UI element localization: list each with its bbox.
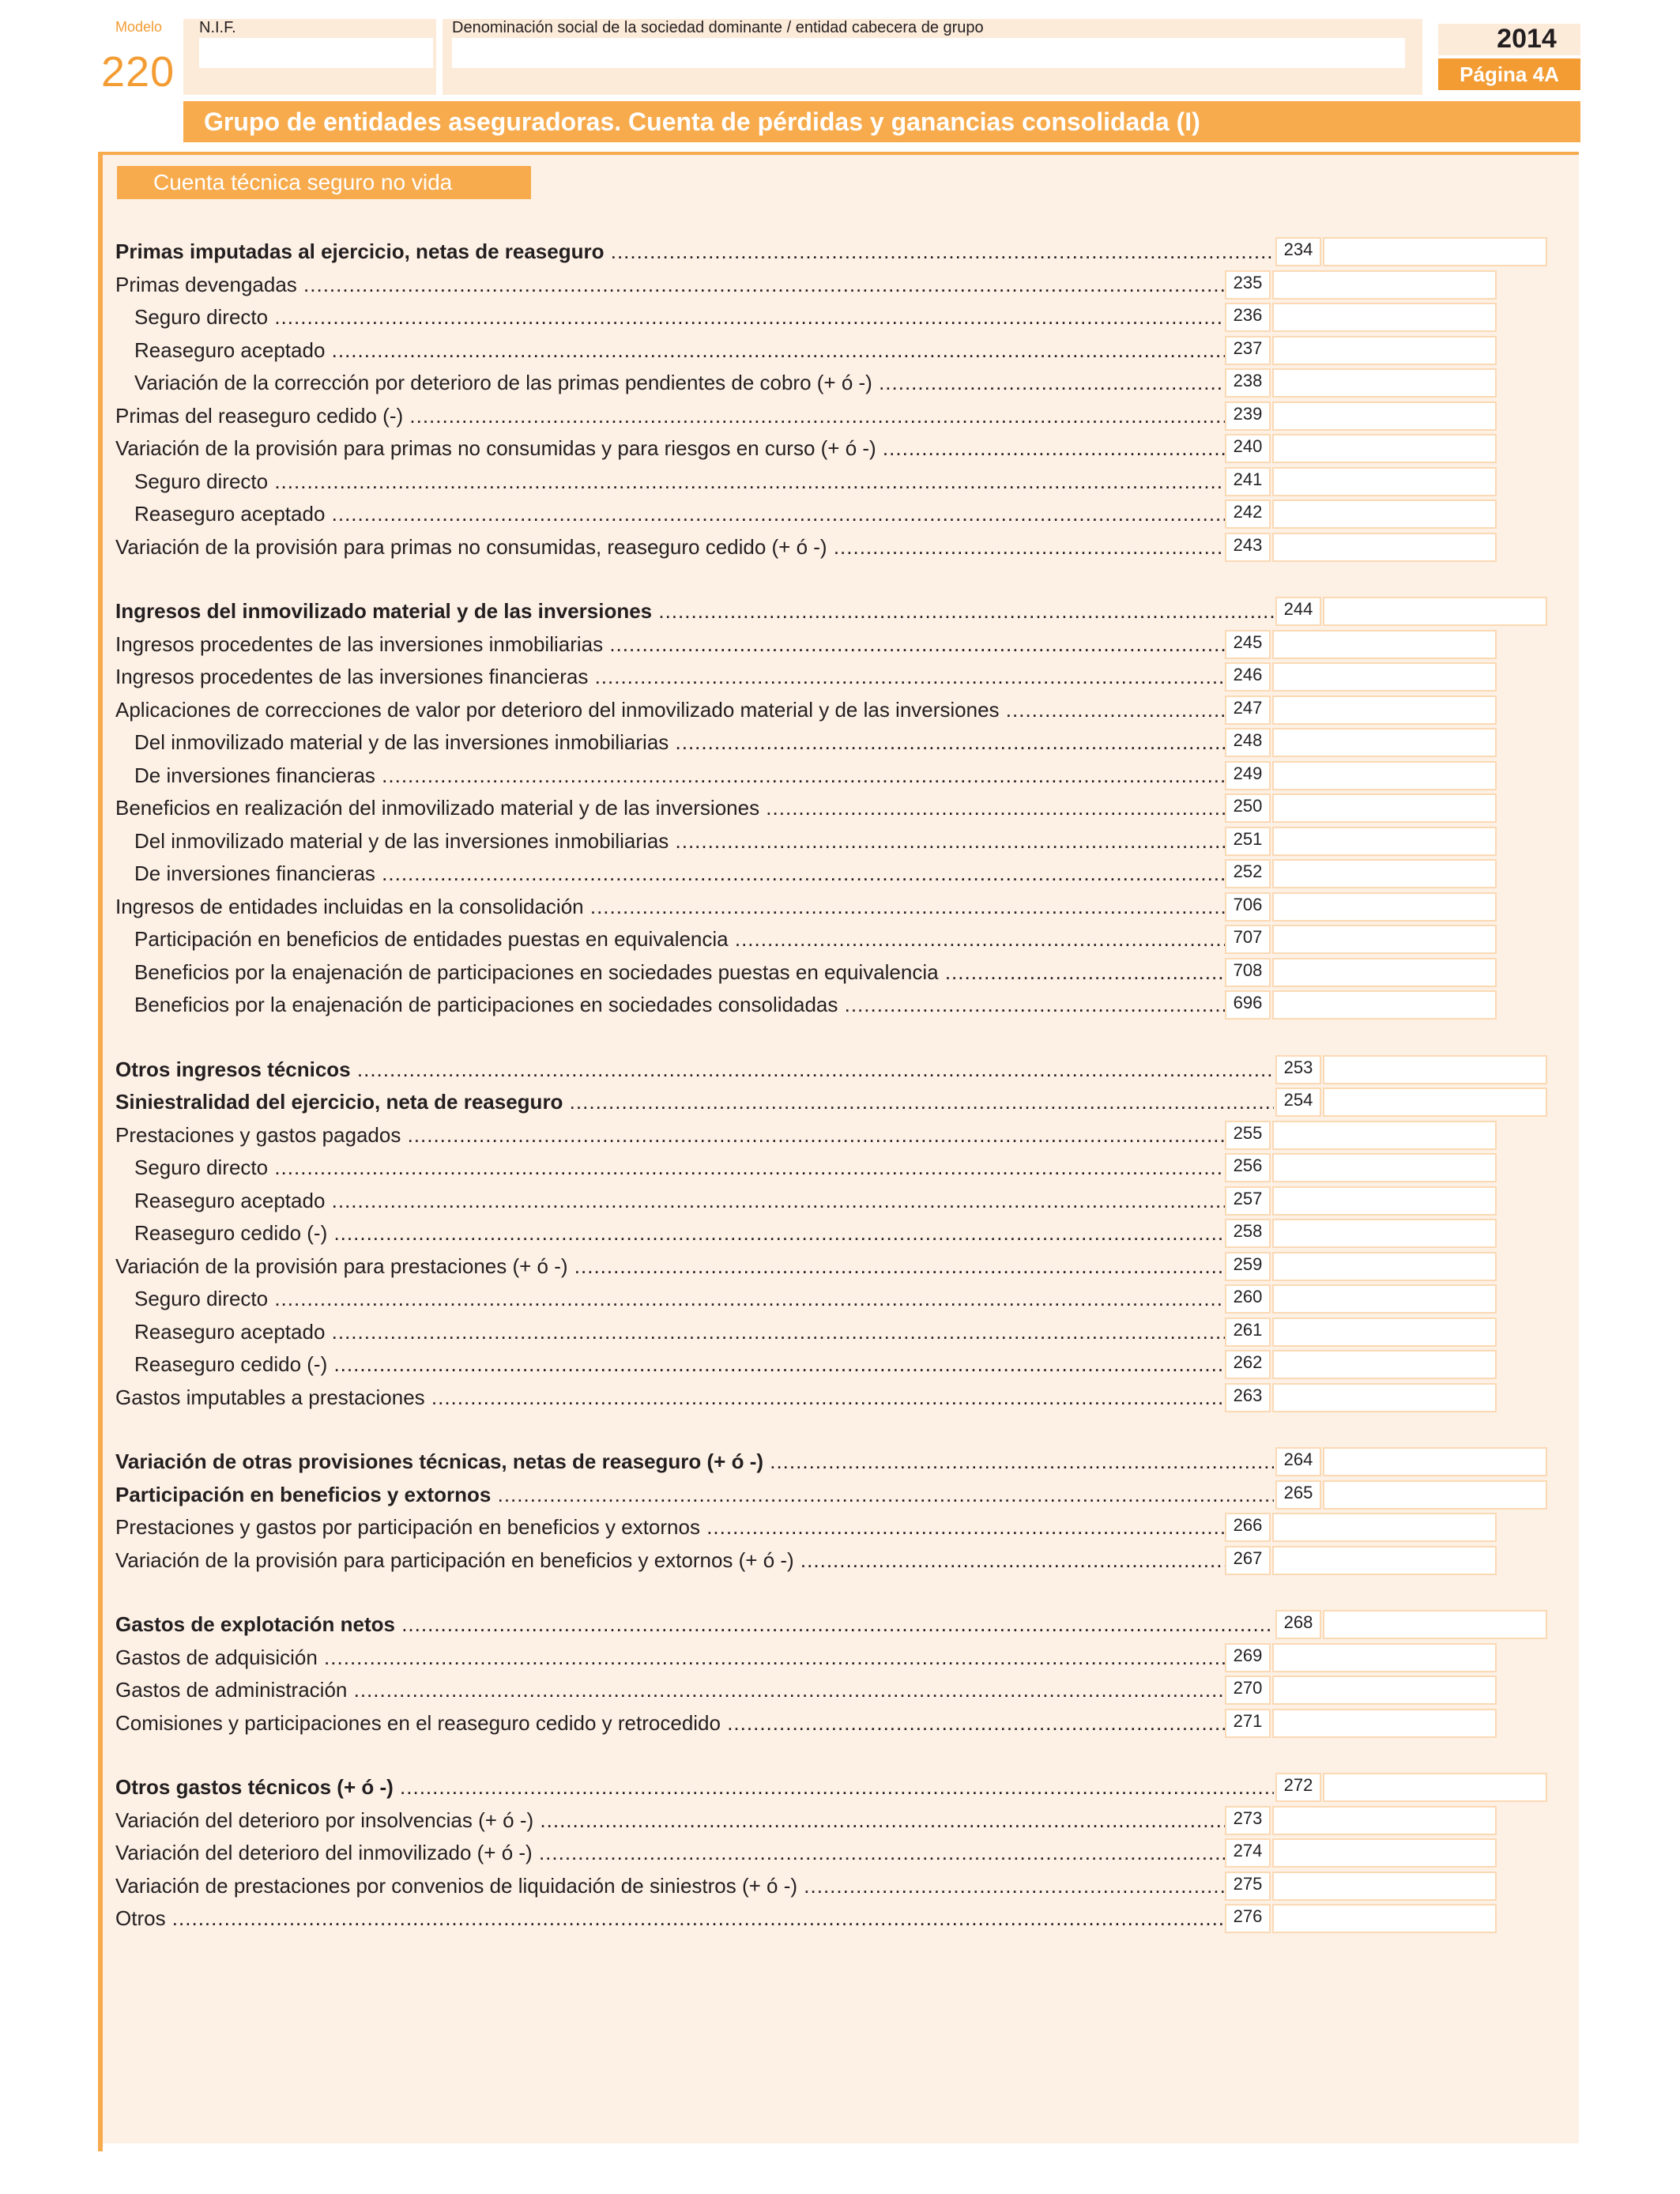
form-row	[0, 1152, 1680, 1184]
row-label: Del inmovilizado material y de las inversiones inmobiliarias .....	[134, 726, 1226, 759]
row-code: 254	[1275, 1088, 1321, 1117]
form-row	[0, 628, 1680, 661]
row-label: Primas del reaseguro cedido (-) .....	[115, 400, 1226, 432]
row-value-field[interactable]	[1272, 1252, 1497, 1281]
row-label: Reaseguro aceptado .....	[134, 1316, 1226, 1348]
row-code: 241	[1225, 467, 1271, 496]
form-row	[0, 595, 1680, 628]
row-value-field[interactable]	[1272, 827, 1497, 856]
row-code: 272	[1275, 1773, 1321, 1802]
row-value-field[interactable]	[1272, 499, 1497, 529]
row-value-field[interactable]	[1272, 434, 1497, 463]
form-row	[0, 1511, 1680, 1544]
row-value-field[interactable]	[1272, 1904, 1497, 1933]
row-label: Ingresos del inmovilizado material y de las inversiones .....	[115, 595, 1274, 628]
row-value-field[interactable]	[1272, 336, 1497, 365]
row-code: 253	[1275, 1055, 1321, 1084]
row-value-field[interactable]	[1272, 1643, 1497, 1672]
row-label: Aplicaciones de correcciones de valor por deterioro del inmovilizado material y de las inversiones .....	[115, 694, 1226, 726]
row-value-field[interactable]	[1272, 1318, 1497, 1347]
row-value-field[interactable]	[1272, 1153, 1497, 1182]
row-code: 255	[1225, 1121, 1271, 1150]
form-row	[0, 498, 1680, 530]
form-row	[0, 1804, 1680, 1837]
row-label: Variación de la corrección por deterioro de las primas pendientes de cobro (+ ó -) .....	[134, 367, 1226, 399]
row-value-field[interactable]	[1272, 270, 1497, 300]
row-code: 251	[1225, 827, 1271, 856]
form-row	[0, 1086, 1680, 1118]
form-row	[0, 760, 1680, 792]
form-row	[0, 269, 1680, 301]
row-value-field[interactable]	[1272, 1350, 1497, 1379]
row-value-field[interactable]	[1272, 1219, 1497, 1248]
form-row	[0, 1771, 1680, 1804]
row-label: Primas devengadas .....	[115, 269, 1226, 301]
row-value-field[interactable]	[1272, 1806, 1497, 1835]
row-code: 266	[1225, 1513, 1271, 1542]
row-code: 707	[1225, 925, 1271, 954]
row-value-field[interactable]	[1272, 1709, 1497, 1738]
page-badge: Página 4A	[1438, 58, 1580, 90]
row-value-field[interactable]	[1272, 533, 1497, 562]
row-value-field[interactable]	[1272, 467, 1497, 496]
row-value-field[interactable]	[1272, 794, 1497, 823]
form-row	[0, 923, 1680, 956]
form-row	[0, 466, 1680, 498]
row-label: Gastos imputables a prestaciones .....	[115, 1382, 1226, 1414]
year-label: 2014	[1497, 24, 1557, 54]
row-label: Gastos de administración .....	[115, 1674, 1226, 1706]
row-label: Reaseguro aceptado .....	[134, 1185, 1226, 1217]
row-label: Otros ingresos técnicos .....	[115, 1054, 1274, 1086]
row-value-field[interactable]	[1323, 1088, 1547, 1117]
row-value-field[interactable]	[1272, 990, 1497, 1020]
page-title: Grupo de entidades aseguradoras. Cuenta de pérdidas y ganancias consolidada (I)	[183, 101, 1580, 142]
row-value-field[interactable]	[1323, 1480, 1547, 1510]
modelo-number: 220	[101, 48, 175, 96]
row-code: 274	[1225, 1838, 1271, 1868]
row-code: 269	[1225, 1643, 1271, 1672]
row-value-field[interactable]	[1323, 1773, 1547, 1802]
row-label: Reaseguro cedido (-) .....	[134, 1348, 1226, 1381]
row-label: Seguro directo .....	[134, 301, 1226, 334]
denominacion-label: Denominación social de la sociedad dominante / entidad cabecera de grupo	[452, 19, 984, 36]
form-row	[0, 400, 1680, 432]
form-row	[0, 694, 1680, 726]
row-label: Variación de la provisión para participación en beneficios y extornos (+ ó -) .....	[115, 1544, 1226, 1577]
form-row	[0, 726, 1680, 759]
row-value-field[interactable]	[1272, 1838, 1497, 1868]
row-code: 256	[1225, 1153, 1271, 1182]
form-row	[0, 1316, 1680, 1348]
form-row	[0, 301, 1680, 334]
row-code: 239	[1225, 401, 1271, 431]
form-row	[0, 432, 1680, 465]
row-code: 262	[1225, 1350, 1271, 1379]
form-row	[0, 1479, 1680, 1511]
form-row	[0, 531, 1680, 564]
row-label: Participación en beneficios y extornos .....	[115, 1479, 1274, 1511]
form-row	[0, 1837, 1680, 1869]
row-code: 250	[1225, 794, 1271, 823]
section-tab: Cuenta técnica seguro no vida	[117, 166, 531, 199]
row-value-field[interactable]	[1272, 958, 1497, 987]
row-code: 236	[1225, 303, 1271, 332]
row-code: 246	[1225, 662, 1271, 692]
row-code: 237	[1225, 336, 1271, 365]
row-code: 243	[1225, 533, 1271, 562]
row-code: 696	[1225, 990, 1271, 1020]
row-label: Beneficios por la enajenación de participaciones en sociedades puestas en equivalencia .....	[134, 956, 1226, 989]
form-row	[0, 1054, 1680, 1086]
row-code: 267	[1225, 1546, 1271, 1575]
row-value-field[interactable]	[1323, 237, 1547, 266]
row-code: 261	[1225, 1318, 1271, 1347]
form-row	[0, 825, 1680, 858]
row-label: Seguro directo .....	[134, 466, 1226, 498]
row-code: 263	[1225, 1383, 1271, 1412]
row-value-field[interactable]	[1323, 597, 1547, 626]
form-row	[0, 1382, 1680, 1414]
row-value-field[interactable]	[1272, 1872, 1497, 1901]
row-label: Beneficios por la enajenación de participaciones en sociedades consolidadas .....	[134, 989, 1226, 1021]
row-code: 268	[1275, 1610, 1321, 1639]
row-label: Prestaciones y gastos pagados .....	[115, 1119, 1226, 1152]
row-label: Otros gastos técnicos (+ ó -) .....	[115, 1771, 1274, 1804]
row-value-field[interactable]	[1272, 925, 1497, 954]
row-label: Seguro directo .....	[134, 1152, 1226, 1184]
row-label: Variación del deterioro por insolvencias (+ ó -) .....	[115, 1804, 1226, 1837]
form-row	[0, 367, 1680, 399]
form-row	[0, 1608, 1680, 1641]
row-code: 249	[1225, 761, 1271, 790]
nif-label: N.I.F.	[199, 19, 236, 36]
row-code: 275	[1225, 1872, 1271, 1901]
row-label: Ingresos de entidades incluidas en la consolidación .....	[115, 891, 1226, 923]
row-code: 270	[1225, 1676, 1271, 1705]
panel-top-border	[98, 152, 1579, 155]
row-value-field[interactable]	[1272, 859, 1497, 888]
row-code: 244	[1275, 597, 1321, 626]
row-value-field[interactable]	[1323, 1055, 1547, 1084]
row-value-field[interactable]	[1272, 1383, 1497, 1412]
row-label: De inversiones financieras .....	[134, 858, 1226, 890]
row-code: 234	[1275, 237, 1321, 266]
row-label: Participación en beneficios de entidades puestas en equivalencia .....	[134, 923, 1226, 956]
form-row	[0, 1119, 1680, 1152]
form-row	[0, 891, 1680, 923]
row-value-field[interactable]	[1272, 1513, 1497, 1542]
denominacion-field[interactable]	[452, 38, 1405, 68]
row-value-field[interactable]	[1323, 1610, 1547, 1639]
row-label: Ingresos procedentes de las inversiones inmobiliarias .....	[115, 628, 1226, 661]
row-label: Reaseguro aceptado .....	[134, 334, 1226, 367]
row-value-field[interactable]	[1272, 401, 1497, 431]
row-label: Variación de la provisión para primas no consumidas y para riesgos en curso (+ ó -) .....	[115, 432, 1226, 465]
form-row	[0, 1348, 1680, 1381]
row-value-field[interactable]	[1272, 761, 1497, 790]
form-row	[0, 956, 1680, 989]
form-row	[0, 1544, 1680, 1577]
row-label: Primas imputadas al ejercicio, netas de reaseguro .....	[115, 236, 1274, 268]
row-label: Variación de otras provisiones técnicas, netas de reaseguro (+ ó -) .....	[115, 1446, 1274, 1478]
form-row	[0, 1870, 1680, 1902]
row-code: 248	[1225, 728, 1271, 757]
row-value-field[interactable]	[1272, 1676, 1497, 1705]
row-label: Otros .....	[115, 1902, 1226, 1935]
form-row	[0, 1250, 1680, 1283]
form-row	[0, 1185, 1680, 1217]
row-label: Gastos de adquisición .....	[115, 1642, 1226, 1674]
row-code: 264	[1275, 1447, 1321, 1476]
row-label: Variación de prestaciones por convenios de liquidación de siniestros (+ ó -) .....	[115, 1870, 1226, 1902]
row-label: Prestaciones y gastos por participación en beneficios y extornos .....	[115, 1511, 1226, 1544]
row-label: Variación del deterioro del inmovilizado (+ ó -) .....	[115, 1837, 1226, 1869]
row-value-field[interactable]	[1272, 368, 1497, 398]
row-code: 245	[1225, 630, 1271, 659]
row-value-field[interactable]	[1272, 1121, 1497, 1150]
form-row	[0, 1217, 1680, 1250]
row-code: 247	[1225, 696, 1271, 725]
form-row	[0, 1674, 1680, 1706]
row-label: Reaseguro aceptado .....	[134, 498, 1226, 530]
row-label: Del inmovilizado material y de las inversiones inmobiliarias .....	[134, 825, 1226, 858]
row-value-field[interactable]	[1272, 1186, 1497, 1216]
row-label: Seguro directo .....	[134, 1283, 1226, 1315]
row-code: 242	[1225, 499, 1271, 529]
row-label: Variación de la provisión para primas no consumidas, reaseguro cedido (+ ó -) .....	[115, 531, 1226, 564]
row-code: 271	[1225, 1709, 1271, 1738]
row-value-field[interactable]	[1272, 1546, 1497, 1575]
row-code: 708	[1225, 958, 1271, 987]
row-label: Variación de la provisión para prestaciones (+ ó -) .....	[115, 1250, 1226, 1283]
row-value-field[interactable]	[1272, 662, 1497, 692]
form-row	[0, 858, 1680, 890]
row-value-field[interactable]	[1272, 303, 1497, 332]
row-value-field[interactable]	[1272, 696, 1497, 725]
row-code: 257	[1225, 1186, 1271, 1216]
form-row	[0, 989, 1680, 1021]
modelo-label: Modelo	[115, 19, 163, 35]
form-row	[0, 1283, 1680, 1315]
row-value-field[interactable]	[1272, 630, 1497, 659]
form-row	[0, 334, 1680, 367]
row-code: 276	[1225, 1904, 1271, 1933]
form-row	[0, 1902, 1680, 1935]
row-code: 235	[1225, 270, 1271, 300]
form-row	[0, 1642, 1680, 1674]
row-code: 265	[1275, 1480, 1321, 1510]
form-row	[0, 1707, 1680, 1740]
row-code: 259	[1225, 1252, 1271, 1281]
form-row	[0, 236, 1680, 268]
row-code: 238	[1225, 368, 1271, 398]
form-row	[0, 661, 1680, 693]
row-value-field[interactable]	[1272, 1284, 1497, 1314]
row-label: Gastos de explotación netos .....	[115, 1608, 1274, 1641]
row-value-field[interactable]	[1323, 1447, 1547, 1476]
row-code: 260	[1225, 1284, 1271, 1314]
row-code: 240	[1225, 434, 1271, 463]
row-value-field[interactable]	[1272, 892, 1497, 922]
row-label: De inversiones financieras .....	[134, 760, 1226, 792]
row-code: 706	[1225, 892, 1271, 922]
row-code: 273	[1225, 1806, 1271, 1835]
form-row	[0, 792, 1680, 824]
row-label: Ingresos procedentes de las inversiones financieras .....	[115, 661, 1226, 693]
row-label: Siniestralidad del ejercicio, neta de reaseguro .....	[115, 1086, 1274, 1118]
row-label: Reaseguro cedido (-) .....	[134, 1217, 1226, 1250]
row-label: Comisiones y participaciones en el reaseguro cedido y retrocedido .....	[115, 1707, 1226, 1740]
form-row	[0, 1446, 1680, 1478]
row-value-field[interactable]	[1272, 728, 1497, 757]
row-code: 258	[1225, 1219, 1271, 1248]
row-code: 252	[1225, 859, 1271, 888]
row-label: Beneficios en realización del inmovilizado material y de las inversiones .....	[115, 792, 1226, 824]
nif-field[interactable]	[199, 38, 433, 68]
